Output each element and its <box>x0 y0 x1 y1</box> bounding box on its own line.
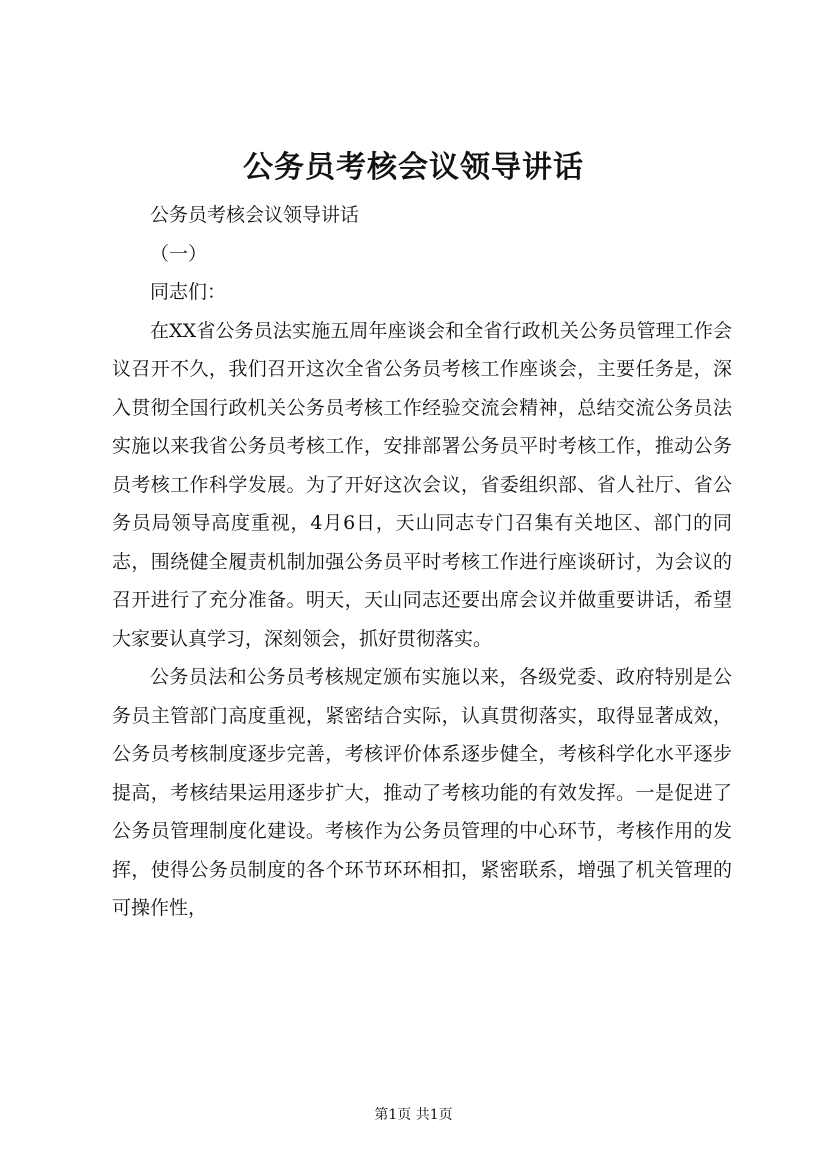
document-body <box>112 196 732 928</box>
paragraph-body: 在XX省公务员法实施五周年座谈会和全省行政机关公务员管理工作会议召开不久，我们召开这次全省公务员考核工作座谈会，主要任务是，深入贯彻全国行政机关公务员考核工作经验交流会精神，总结交流公务员法实施以来我省公务员考核工作，安排部署公务员平时考核工作，推动公务员考核工作科学发展。为了开好这次会议，省委组织部、省人社厅、省公务员局领导高度重视，4月6日，天山同志专门召集有关地区、部门的同志，围绕健全履责机制加强公务员平时考核工作进行座谈研讨，为会议的召开进行了充分准备。明天，天山同志还要出席会议并做重要讲话，希望大家要认真学习，深刻领会，抓好贯彻落实。 <box>112 319 732 650</box>
document-title: 公务员考核会议领导讲话 <box>243 150 584 185</box>
paragraph-subtitle: 公务员考核会议领导讲话 <box>150 204 360 226</box>
paragraph-section-number: （一） <box>150 242 208 265</box>
paragraph-body: 公务员法和公务员考核规定颁布实施以来，各级党委、政府特别是公务员主管部门高度重视，紧密结合实际，认真贯彻落实，取得显著成效，公务员考核制度逐步完善，考核评价体系逐步健全，考核科学化水平逐步提高，考核结果运用逐步扩大，推动了考核功能的有效发挥。一是促进了公务员管理制度化建设。考核作为公务员管理的中心环节，考核作用的发挥，使得公务员制度的各个环节环环相扣，紧密联系，增强了机关管理的可操作性， <box>112 666 732 919</box>
paragraph-salutation: 同志们： <box>150 281 227 303</box>
page-number-footer: 第1页 共1页 <box>374 1107 453 1123</box>
